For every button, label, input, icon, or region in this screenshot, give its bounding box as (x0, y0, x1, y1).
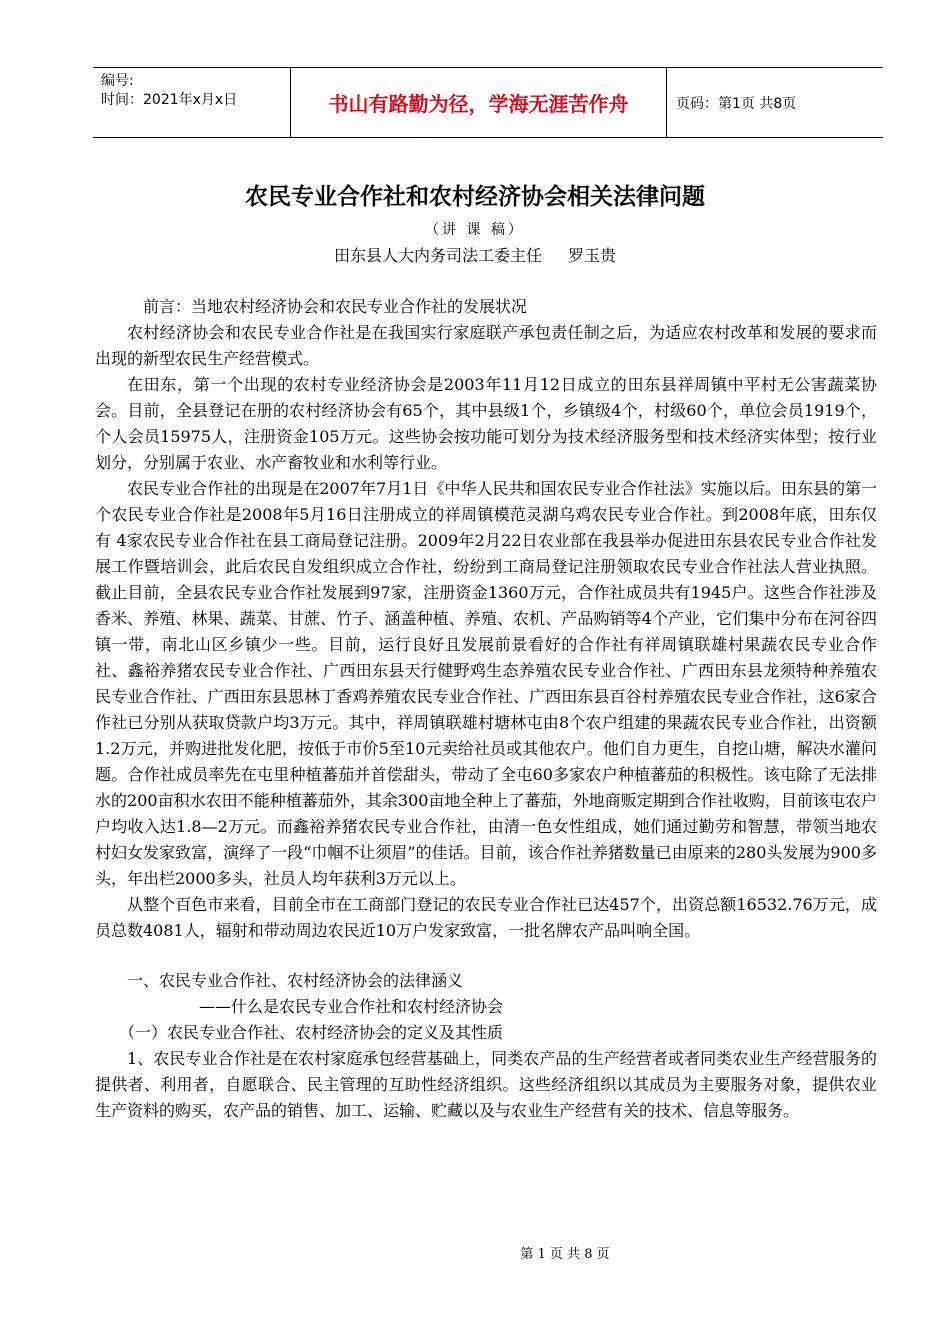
paragraph: 在田东，第一个出现的农村专业经济协会是2003年11月12日成立的田东县祥周镇中平村无公害蔬菜协会。目前，全县登记在册的农村经济协会有65个，其中县级1个，乡镇级4个，村级60个，单位会员1919个，个人会员15975人，注册资金105万元。这些协会按功能可划分为技术经济服务型和技术经济实体型；按行业划分，分别属于农业、水产畜牧业和水利等行业。 (95, 375, 877, 472)
document-subtitle: （讲 课 稿） (425, 222, 525, 238)
header-info-cell (93, 68, 291, 137)
time-label: 时间：2021年x月x日 (101, 92, 238, 108)
header-table (93, 67, 883, 138)
number-label: 编号: (101, 73, 134, 89)
paragraph: 从整个百色市来看，目前全市在工商部门登记的农民专业合作社已达457个，出资总额16532.76万元，成员总数4081人，辐射和带动周边农民近10万户发家致富，一批名牌农产品叫响全国。 (95, 895, 877, 940)
document-title: 农民专业合作社和农村经济协会相关法律问题 (245, 184, 705, 210)
footer-page-number: 第 1 页 共 8 页 (520, 1247, 610, 1262)
paragraph: 农民专业合作社的出现是在2007年7月1日《中华人民共和国农民专业合作社法》实施以后。田东县的第一个农民专业合作社是2008年5月16日注册成立的祥周镇模范灵湖乌鸡农民专业合作社。到2008年底，田东仅有 4家农民专业合作社在县工商局登记注册。2009年2月22日农业部在我县举办促进田东县农民专业合作社发展工作暨培训会，此后农民自发组织成立合作社，纷纷到工商局登记注册领取农民专业合作社法人营业执照。截止目前，全县农民专业合作社发展到97家，注册资金1360万元，合作社成员共有1945户。这些合作社涉及香米、养殖、林果、蔬菜、甘蔗、竹子、涵盖种植、养殖、农机、产品购销等4个产业，它们集中分布在河谷四镇一带，南北山区乡镇少一些。目前，运行良好且发展前景看好的合作社有祥周镇联雄村果蔬农民专业合作社、鑫裕养猪农民专业合作社、广西田东县天行健野鸡生态养殖农民专业合作社、广西田东县龙须特种养殖农民专业合作社、广西田东县思林丁香鸡养殖农民专业合作社、广西田东县百谷村养殖农民专业合作社，这6家合作社已分别从获取贷款户均3万元。其中，祥周镇联雄村塘林屯由8个农户组建的果蔬农民专业合作社，出资额1.2万元，并购进批发化肥，按低于市价5至10元卖给社员或其他农户。他们自力更生，自挖山塘，解决水灌问题。合作社成员率先在屯里种植蕃茄并首偿甜头，带动了全屯60多家农户种植蕃茄的积极性。该屯除了无法排水的200亩积水农田不能种植蕃茄外，其余300亩地全种上了蕃茄，外地商贩定期到合作社收购，目前该屯农户户均收入达1.8—2万元。而鑫裕养猪农民专业合作社，由清一色女性组成，她们通过勤劳和智慧，带领当地农村妇女发家致富，演绎了一段“巾帼不让须眉”的佳话。目前，该合作社养猪数量已由原来的280头发展为900多头，年出栏2000多头，社员人均年获利3万元以上。 (95, 479, 877, 888)
author-position: 田东县人大内务司法工委主任 (333, 246, 542, 265)
subsection-heading: （一）农民专业合作社、农村经济协会的定义及其性质 (119, 1023, 504, 1042)
preface-heading: 前言：当地农村经济协会和农民专业合作社的发展状况 (143, 297, 528, 316)
author-line (0, 243, 950, 266)
document-body (95, 294, 877, 1124)
page-label: 页码：第1页 共8页 (676, 95, 797, 112)
paragraph: 农村经济协会和农民专业合作社是在我国实行家庭联产承包责任制之后，为适应农村改革和发展的要求而出现的新型农民生产经营模式。 (95, 323, 877, 368)
paragraph: 1、农民专业合作社是在农村家庭承包经营基础上，同类农产品的生产经营者或者同类农业生产经营服务的提供者、利用者，自愿联合、民主管理的互助性经济组织。这些经济组织以其成员为主要服务对象，提供农业生产资料的购买，农产品的销售、加工、运输、贮藏以及与农业生产经营有关的技术、信息等服务。 (95, 1049, 877, 1120)
section-heading: 一、农民专业合作社、农村经济协会的法律涵义 (127, 971, 464, 990)
motto: 书山有路勤为径，学海无涯苦作舟 (291, 68, 667, 137)
spacer (95, 944, 877, 968)
page-footer (0, 1243, 950, 1262)
section-subheading: ——什么是农民专业合作社和农村经济协会 (199, 997, 504, 1016)
author-name: 罗玉贵 (568, 246, 617, 265)
